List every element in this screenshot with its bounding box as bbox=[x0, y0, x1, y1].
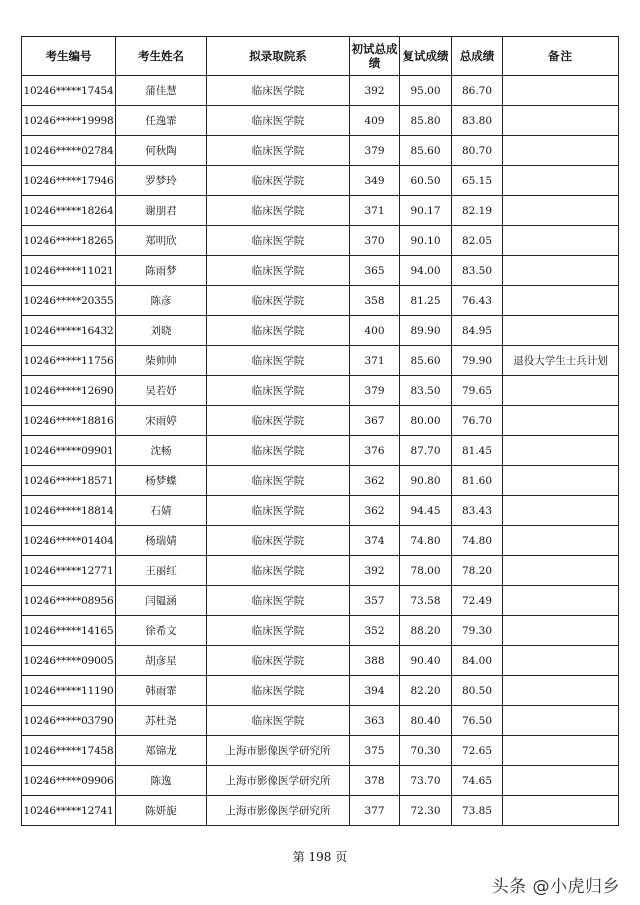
cell-candidate-id: 10246*****11756 bbox=[22, 346, 116, 376]
cell-candidate-id: 10246*****17454 bbox=[22, 76, 116, 106]
cell-retest-score: 87.70 bbox=[400, 436, 452, 466]
cell-remarks bbox=[503, 166, 619, 196]
cell-candidate-id: 10246*****18816 bbox=[22, 406, 116, 436]
cell-retest-score: 73.70 bbox=[400, 766, 452, 796]
table-row bbox=[22, 226, 619, 256]
cell-candidate-name: 陈彦 bbox=[116, 286, 207, 316]
page-number: 第 198 页 bbox=[292, 850, 348, 864]
cell-total-score: 81.60 bbox=[452, 466, 503, 496]
table-row bbox=[22, 136, 619, 166]
cell-total-score: 82.05 bbox=[452, 226, 503, 256]
cell-total-score: 83.50 bbox=[452, 256, 503, 286]
cell-total-score: 82.19 bbox=[452, 196, 503, 226]
cell-remarks bbox=[503, 76, 619, 106]
cell-candidate-name: 郑锦龙 bbox=[116, 736, 207, 766]
cell-candidate-name: 胡彦星 bbox=[116, 646, 207, 676]
cell-remarks bbox=[503, 316, 619, 346]
cell-candidate-name: 苏杜尧 bbox=[116, 706, 207, 736]
table-row bbox=[22, 616, 619, 646]
cell-candidate-id: 10246*****02784 bbox=[22, 136, 116, 166]
cell-total-score: 79.90 bbox=[452, 346, 503, 376]
cell-total-score: 79.30 bbox=[452, 616, 503, 646]
cell-candidate-name: 韩雨霏 bbox=[116, 676, 207, 706]
cell-total-score: 80.50 bbox=[452, 676, 503, 706]
header-department: 拟录取院系 bbox=[207, 37, 350, 76]
cell-remarks bbox=[503, 796, 619, 826]
cell-department: 临床医学院 bbox=[207, 226, 350, 256]
cell-candidate-name: 闫韫涵 bbox=[116, 586, 207, 616]
cell-candidate-name: 徐希文 bbox=[116, 616, 207, 646]
cell-department: 临床医学院 bbox=[207, 316, 350, 346]
cell-remarks: 退役大学生士兵计划 bbox=[503, 346, 619, 376]
cell-remarks bbox=[503, 466, 619, 496]
cell-total-score: 86.70 bbox=[452, 76, 503, 106]
cell-retest-score: 83.50 bbox=[400, 376, 452, 406]
cell-remarks bbox=[503, 226, 619, 256]
table-row bbox=[22, 526, 619, 556]
cell-total-score: 83.43 bbox=[452, 496, 503, 526]
table-row bbox=[22, 106, 619, 136]
cell-initial-score: 392 bbox=[350, 556, 400, 586]
cell-department: 临床医学院 bbox=[207, 376, 350, 406]
cell-total-score: 74.80 bbox=[452, 526, 503, 556]
cell-retest-score: 85.80 bbox=[400, 106, 452, 136]
cell-candidate-id: 10246*****12771 bbox=[22, 556, 116, 586]
cell-remarks bbox=[503, 706, 619, 736]
cell-total-score: 74.65 bbox=[452, 766, 503, 796]
cell-initial-score: 379 bbox=[350, 136, 400, 166]
cell-candidate-id: 10246*****19998 bbox=[22, 106, 116, 136]
cell-total-score: 80.70 bbox=[452, 136, 503, 166]
cell-candidate-name: 石婧 bbox=[116, 496, 207, 526]
table-row bbox=[22, 316, 619, 346]
cell-initial-score: 400 bbox=[350, 316, 400, 346]
cell-department: 上海市影像医学研究所 bbox=[207, 796, 350, 826]
cell-total-score: 79.65 bbox=[452, 376, 503, 406]
cell-department: 临床医学院 bbox=[207, 136, 350, 166]
cell-total-score: 72.65 bbox=[452, 736, 503, 766]
header-initial-score: 初试总成绩 bbox=[350, 37, 400, 76]
cell-candidate-id: 10246*****03790 bbox=[22, 706, 116, 736]
cell-retest-score: 89.90 bbox=[400, 316, 452, 346]
cell-candidate-id: 10246*****17946 bbox=[22, 166, 116, 196]
header-retest-score: 复试成绩 bbox=[400, 37, 452, 76]
table-row bbox=[22, 406, 619, 436]
table-header-row bbox=[22, 37, 619, 76]
cell-candidate-id: 10246*****01404 bbox=[22, 526, 116, 556]
cell-candidate-id: 10246*****18814 bbox=[22, 496, 116, 526]
table-row bbox=[22, 496, 619, 526]
cell-remarks bbox=[503, 736, 619, 766]
header-candidate-name: 考生姓名 bbox=[116, 37, 207, 76]
cell-candidate-id: 10246*****18571 bbox=[22, 466, 116, 496]
header-candidate-id: 考生编号 bbox=[22, 37, 116, 76]
cell-total-score: 78.20 bbox=[452, 556, 503, 586]
cell-retest-score: 80.00 bbox=[400, 406, 452, 436]
cell-remarks bbox=[503, 616, 619, 646]
header-remarks: 备注 bbox=[503, 37, 619, 76]
cell-total-score: 65.15 bbox=[452, 166, 503, 196]
cell-candidate-name: 王丽红 bbox=[116, 556, 207, 586]
cell-initial-score: 358 bbox=[350, 286, 400, 316]
header-total-score: 总成绩 bbox=[452, 37, 503, 76]
cell-department: 临床医学院 bbox=[207, 286, 350, 316]
cell-initial-score: 365 bbox=[350, 256, 400, 286]
source-watermark: 头条 @小虎归乡 bbox=[491, 877, 620, 897]
table-row bbox=[22, 76, 619, 106]
cell-retest-score: 78.00 bbox=[400, 556, 452, 586]
cell-candidate-id: 10246*****12690 bbox=[22, 376, 116, 406]
cell-department: 临床医学院 bbox=[207, 526, 350, 556]
cell-total-score: 72.49 bbox=[452, 586, 503, 616]
cell-candidate-name: 罗梦玲 bbox=[116, 166, 207, 196]
cell-initial-score: 370 bbox=[350, 226, 400, 256]
cell-department: 临床医学院 bbox=[207, 196, 350, 226]
cell-department: 临床医学院 bbox=[207, 256, 350, 286]
table-row bbox=[22, 436, 619, 466]
table-row bbox=[22, 346, 619, 376]
table-body bbox=[22, 76, 619, 826]
table-row bbox=[22, 736, 619, 766]
cell-candidate-name: 杨瑞婧 bbox=[116, 526, 207, 556]
table-row bbox=[22, 586, 619, 616]
cell-candidate-name: 谢朋君 bbox=[116, 196, 207, 226]
cell-remarks bbox=[503, 676, 619, 706]
cell-initial-score: 371 bbox=[350, 196, 400, 226]
cell-candidate-id: 10246*****09901 bbox=[22, 436, 116, 466]
table-row bbox=[22, 796, 619, 826]
cell-department: 临床医学院 bbox=[207, 76, 350, 106]
cell-candidate-name: 吴若妤 bbox=[116, 376, 207, 406]
cell-initial-score: 374 bbox=[350, 526, 400, 556]
cell-total-score: 76.50 bbox=[452, 706, 503, 736]
cell-department: 临床医学院 bbox=[207, 346, 350, 376]
cell-candidate-name: 刘晓 bbox=[116, 316, 207, 346]
cell-department: 临床医学院 bbox=[207, 676, 350, 706]
cell-candidate-name: 柴帅帅 bbox=[116, 346, 207, 376]
cell-initial-score: 362 bbox=[350, 496, 400, 526]
cell-department: 上海市影像医学研究所 bbox=[207, 736, 350, 766]
table-row bbox=[22, 376, 619, 406]
cell-remarks bbox=[503, 406, 619, 436]
cell-remarks bbox=[503, 106, 619, 136]
cell-remarks bbox=[503, 496, 619, 526]
cell-retest-score: 95.00 bbox=[400, 76, 452, 106]
cell-candidate-name: 陈雨梦 bbox=[116, 256, 207, 286]
cell-initial-score: 378 bbox=[350, 766, 400, 796]
cell-initial-score: 357 bbox=[350, 586, 400, 616]
cell-initial-score: 349 bbox=[350, 166, 400, 196]
cell-retest-score: 85.60 bbox=[400, 136, 452, 166]
cell-candidate-id: 10246*****11190 bbox=[22, 676, 116, 706]
cell-initial-score: 363 bbox=[350, 706, 400, 736]
cell-candidate-id: 10246*****11021 bbox=[22, 256, 116, 286]
cell-total-score: 84.00 bbox=[452, 646, 503, 676]
cell-department: 临床医学院 bbox=[207, 466, 350, 496]
cell-retest-score: 80.40 bbox=[400, 706, 452, 736]
cell-initial-score: 362 bbox=[350, 466, 400, 496]
admission-table bbox=[21, 36, 619, 826]
cell-retest-score: 73.58 bbox=[400, 586, 452, 616]
cell-department: 临床医学院 bbox=[207, 556, 350, 586]
cell-retest-score: 90.80 bbox=[400, 466, 452, 496]
table-row bbox=[22, 466, 619, 496]
cell-initial-score: 375 bbox=[350, 736, 400, 766]
cell-remarks bbox=[503, 556, 619, 586]
cell-retest-score: 74.80 bbox=[400, 526, 452, 556]
table-row bbox=[22, 286, 619, 316]
cell-candidate-id: 10246*****17458 bbox=[22, 736, 116, 766]
cell-candidate-id: 10246*****16432 bbox=[22, 316, 116, 346]
table-row bbox=[22, 556, 619, 586]
cell-remarks bbox=[503, 196, 619, 226]
cell-remarks bbox=[503, 436, 619, 466]
table-row bbox=[22, 256, 619, 286]
cell-initial-score: 352 bbox=[350, 616, 400, 646]
cell-department: 临床医学院 bbox=[207, 436, 350, 466]
table-row bbox=[22, 196, 619, 226]
cell-candidate-name: 沈畅 bbox=[116, 436, 207, 466]
table-row bbox=[22, 706, 619, 736]
cell-initial-score: 394 bbox=[350, 676, 400, 706]
table-row bbox=[22, 766, 619, 796]
cell-retest-score: 94.00 bbox=[400, 256, 452, 286]
cell-candidate-id: 10246*****20355 bbox=[22, 286, 116, 316]
cell-department: 临床医学院 bbox=[207, 496, 350, 526]
cell-retest-score: 90.10 bbox=[400, 226, 452, 256]
cell-department: 临床医学院 bbox=[207, 106, 350, 136]
cell-initial-score: 409 bbox=[350, 106, 400, 136]
cell-initial-score: 388 bbox=[350, 646, 400, 676]
cell-candidate-name: 任逸霏 bbox=[116, 106, 207, 136]
cell-remarks bbox=[503, 766, 619, 796]
cell-total-score: 84.95 bbox=[452, 316, 503, 346]
cell-candidate-name: 蒲佳慧 bbox=[116, 76, 207, 106]
cell-remarks bbox=[503, 586, 619, 616]
cell-candidate-name: 郑明欣 bbox=[116, 226, 207, 256]
cell-department: 临床医学院 bbox=[207, 406, 350, 436]
cell-department: 临床医学院 bbox=[207, 166, 350, 196]
cell-remarks bbox=[503, 136, 619, 166]
cell-retest-score: 90.40 bbox=[400, 646, 452, 676]
table-row bbox=[22, 166, 619, 196]
table-row bbox=[22, 676, 619, 706]
cell-department: 临床医学院 bbox=[207, 646, 350, 676]
cell-department: 上海市影像医学研究所 bbox=[207, 766, 350, 796]
cell-initial-score: 367 bbox=[350, 406, 400, 436]
cell-candidate-id: 10246*****09906 bbox=[22, 766, 116, 796]
cell-initial-score: 376 bbox=[350, 436, 400, 466]
cell-remarks bbox=[503, 526, 619, 556]
cell-retest-score: 60.50 bbox=[400, 166, 452, 196]
cell-candidate-name: 杨梦蝶 bbox=[116, 466, 207, 496]
cell-total-score: 76.70 bbox=[452, 406, 503, 436]
cell-initial-score: 392 bbox=[350, 76, 400, 106]
cell-retest-score: 85.60 bbox=[400, 346, 452, 376]
cell-retest-score: 90.17 bbox=[400, 196, 452, 226]
cell-candidate-id: 10246*****18264 bbox=[22, 196, 116, 226]
cell-department: 临床医学院 bbox=[207, 706, 350, 736]
cell-retest-score: 70.30 bbox=[400, 736, 452, 766]
cell-remarks bbox=[503, 376, 619, 406]
cell-retest-score: 94.45 bbox=[400, 496, 452, 526]
cell-candidate-id: 10246*****18265 bbox=[22, 226, 116, 256]
cell-candidate-id: 10246*****09005 bbox=[22, 646, 116, 676]
admission-list-sheet bbox=[21, 36, 618, 826]
cell-candidate-name: 宋雨婷 bbox=[116, 406, 207, 436]
cell-retest-score: 72.30 bbox=[400, 796, 452, 826]
cell-candidate-id: 10246*****14165 bbox=[22, 616, 116, 646]
cell-total-score: 73.85 bbox=[452, 796, 503, 826]
cell-remarks bbox=[503, 256, 619, 286]
cell-retest-score: 82.20 bbox=[400, 676, 452, 706]
table-row bbox=[22, 646, 619, 676]
cell-initial-score: 371 bbox=[350, 346, 400, 376]
cell-initial-score: 377 bbox=[350, 796, 400, 826]
cell-total-score: 81.45 bbox=[452, 436, 503, 466]
cell-candidate-id: 10246*****12741 bbox=[22, 796, 116, 826]
cell-retest-score: 81.25 bbox=[400, 286, 452, 316]
cell-initial-score: 379 bbox=[350, 376, 400, 406]
cell-retest-score: 88.20 bbox=[400, 616, 452, 646]
cell-department: 临床医学院 bbox=[207, 616, 350, 646]
cell-candidate-name: 陈妍旎 bbox=[116, 796, 207, 826]
cell-remarks bbox=[503, 646, 619, 676]
cell-candidate-name: 何秋陶 bbox=[116, 136, 207, 166]
cell-department: 临床医学院 bbox=[207, 586, 350, 616]
cell-candidate-id: 10246*****08956 bbox=[22, 586, 116, 616]
cell-total-score: 83.80 bbox=[452, 106, 503, 136]
cell-total-score: 76.43 bbox=[452, 286, 503, 316]
cell-remarks bbox=[503, 286, 619, 316]
cell-candidate-name: 陈逸 bbox=[116, 766, 207, 796]
